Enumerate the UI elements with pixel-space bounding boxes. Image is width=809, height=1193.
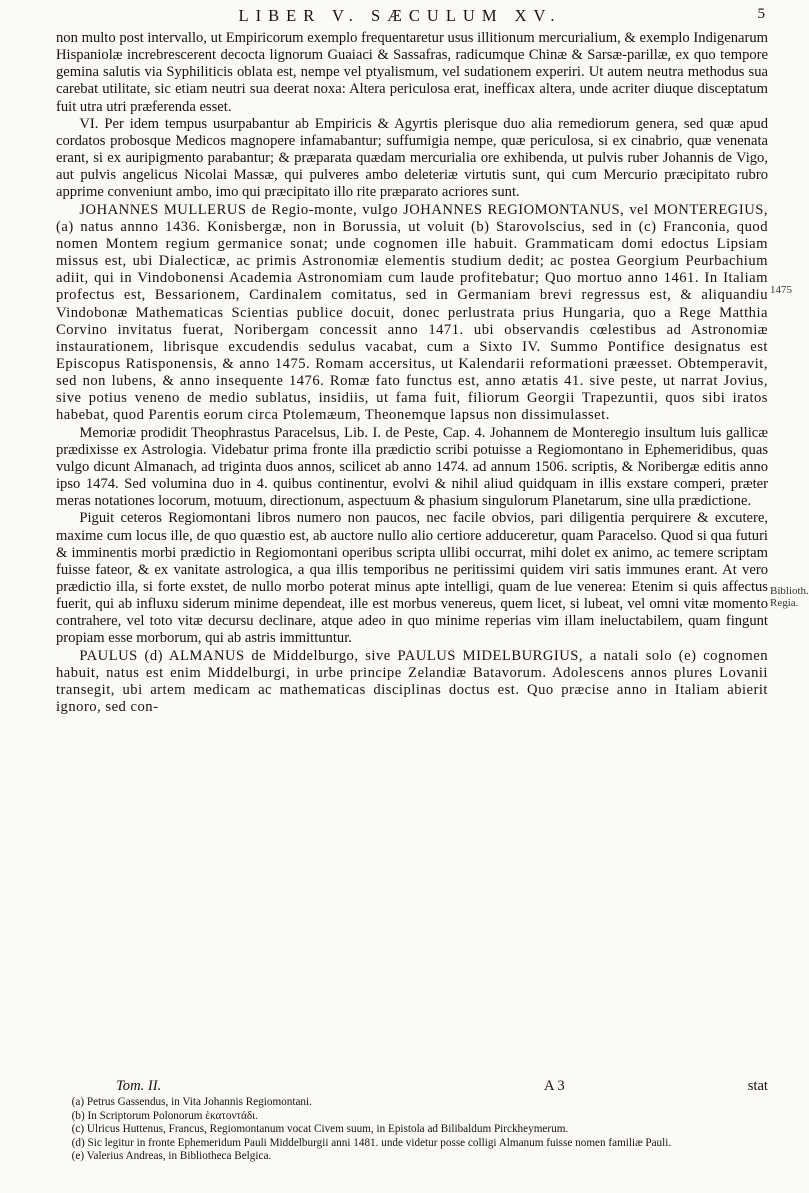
paragraph-paracelsus: Memoriæ prodidit Theophrastus Paracelsus, Lib. I. de Peste, Cap. 4. Johannem de Monteregio insultum luis gallicæ prædixisse ex Astrologia. Videbatur prima fronte illa prædictio scribi potuisse a Regiomontano in Ephemeridibus, quas vulgo dicunt Almanach, ad triginta duos annos, scilicet ab anno 1474. ad annum 1506. scriptis, & Noribergæ editis anno ipso 1474. Sed volumina duo in 4. quibus continentur, evolvi & nihil aliud quidquam in illis exstare comperi, præter meras notationes locorum, motuum, directionum, aspectuum & phasium singulorum Planetarum, sine ulla prædictione. [56, 424, 768, 510]
footnote-c: (c) Ulricus Huttenus, Francus, Regiomontanum vocat Civem suum, in Epistola ad Bilibaldum Pirckheymerum. [71, 1123, 569, 1136]
margin-year: 1475 [770, 284, 792, 296]
footnote-e: (e) Valerius Andreas, in Bibliotheca Belgica. [71, 1150, 272, 1163]
paragraph-ptyalism: non multo post intervallo, ut Empiricorum exemplo frequentaretur usus illitionum mercurialium, & exemplo Indigenarum Hispaniolæ increbrescerent decocta lignorum Guaiaci & Sassafras, radicumque Chinæ & Sarsæ-parillæ, ex quo tempore gemina salutis via Syphiliticis oblata est, nempe vel ptyalismum, vel sudationem experiri. Ut autem neutra methodus sua carebat utilitate, sic etiam neutri sua deerat noxa: Altera periculosa erat, inefficax altera, unde acriter diuque disceptatum fuit utra utri præferenda esset. [56, 30, 768, 115]
running-title: LIBER V. SÆCULUM XV. [238, 6, 562, 25]
page-number: 5 [757, 6, 765, 22]
paragraph-regiomontanus: JOHANNES MULLERUS de Regio-monte, vulgo JOHANNES REGIOMONTANUS, vel MONTEREGIUS, (a) natus annno 1436. Konisbergæ, non in Borussia, ut voluit (b) Starovolscius, sed in (c) Franconia, quod nomen Montem regium germanice sonat; unde cognomen ille habuit. Grammaticam domi edoctus Lipsiam missus est, ubi Dialecticæ, ac primis Astronomiæ elementis studium dedit; ac postea Georgium Peurbachium adiit, qui in Vindobonensi Academia Astronomiam cum laude profitebatur; Quo mortuo anno 1461. In Italiam profectus est, Bessarionem, Cardinalem comitatus, sed in Germaniam brevi regressus est, & aliquandiu Vindobonæ Mathematicas Scientias publice docuit, donec perlustrata prius Hungaria, quo a Rege Matthia Corvino invitatus fuerat, Noribergam concessit anno 1471. ubi observandis cœlestibus ad Astronomiæ instaurationem, librisque excudendis sedulus vacabat, cum a Sixto IV. Summo Pontifice designatus est Episcopus Ratisponensis, & anno 1475. Romam accersitus, ut Kalendarii reformationi præesset. Obtemperavit, sed non lubens, & anno insequente 1476. Romæ fato functus est, anno ætatis 41. sive peste, ut narrat Jovius, sive potius veneno de medio sublatus, insidiis, ut fama fuit, filiorum Georgii Trapezuntii, quos sibi iratos habebat, quod Parentis eorum circa Ptolemæum, Theonemque lapsus non dissimulasset. [56, 201, 768, 424]
paragraph-paulus-almanus: PAULUS (d) ALMANUS de Middelburgo, sive PAULUS MIDELBURGIUS, a natali solo (e) cognomen habuit, natus est enim Middelburgi, in urbe principe Zelandiæ Batavorum. Adolescens annos plures Lovanii transegit, ubi artem medicam ac mathematicas disciplinas doctus est. Quo præcise anno in Italiam abierit ignoro, sed con- [56, 647, 768, 716]
catchword: stat [747, 1078, 768, 1094]
paragraph-piguit: Piguit ceteros Regiomontani libros numero non paucos, nec facile obvios, pari diligentia perquirere & excutere, maxime cum locus ille, de quo quæstio est, ab auctore nullo alio certiore adduceretur, quam Paracelso. Quod si qua futuri & imminentis morbi prædictio in Regiomontani operibus scripta ullibi occurrat, mihi dolet ex animo, ac temere scriptam fuisse fateor, & ex vanitate astrologica, a qua illis temporibus ne peritissimi quidem viri satis immunes erant. At vero prædictio illa, si forte exstet, de nullo morbo poterat minus apte intelligi, quam de lue venerea: Etenim si quis affectus fuerit, qui ab influxu siderum minime dependeat, ille est morbus venereus, quem licet, si lubeat, vel omni vitæ momento contrahere, vel toto vitæ decursu declinare, atque adeo in quo minime reperias vim illam ineluctabilem, quam fingunt propiam esse morborum, qui ab astris immittuntur. [56, 510, 768, 647]
volume-mark: Tom. II. [116, 1078, 162, 1094]
footnotes [56, 1096, 768, 1164]
footnote-b: (b) In Scriptorum Polonorum ἑκατοντάδι. [71, 1109, 258, 1122]
paragraph-section-vi: VI. Per idem tempus usurpabantur ab Empiricis & Agyrtis plerisque duo alia remediorum genera, sed quæ apud cordatos probosque Medicos magnopere infamabantur; suffumigia nempe, quæ periculosa, si ex cinabrio, quæ venenata erant, si ex auripigmento parabantur; & præparata quædam mercurialia ore exhibenda, ut pulvis ruber Johannis de Vigo, aut pulvis angelicus Nicolai Massæ, qui pulveres ambo deleteriæ virtutis sunt, qui cum Mercurio præcipitato rubro apprime conveniunt ambo, imo qui præcipitato illo rite præparato acriores sunt. [56, 115, 768, 201]
main-text [56, 30, 768, 716]
margin-biblioth-regia: Biblioth. Regia. [770, 585, 809, 609]
running-header [0, 6, 800, 30]
signature-mark: A 3 [544, 1078, 565, 1094]
page-footer [56, 1078, 768, 1094]
footnote-d: (d) Sic legitur in fronte Ephemeridum Pauli Middelburgii anni 1481. unde videtur posse colligi Almanum fuisse nomen familiæ Pauli. [71, 1136, 672, 1149]
footnote-a: (a) Petrus Gassendus, in Vita Johannis Regiomontani. [71, 1096, 312, 1108]
